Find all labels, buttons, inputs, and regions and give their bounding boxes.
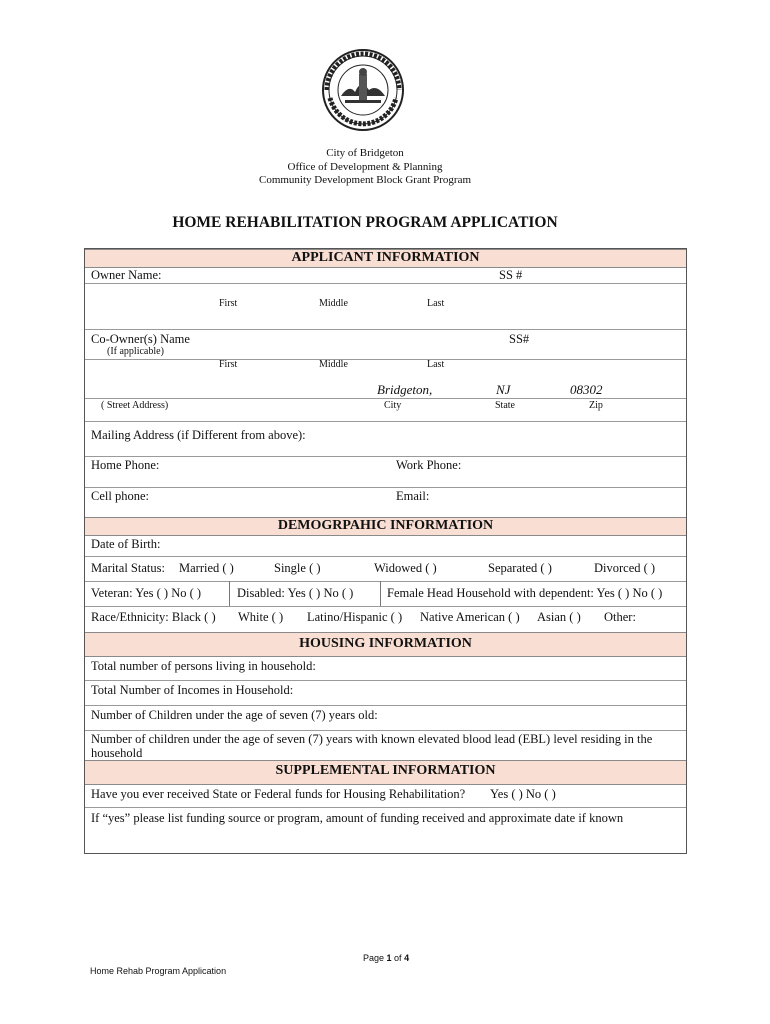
organization-header xyxy=(0,147,730,188)
section-header-applicant: APPLICANT INFORMATION xyxy=(85,249,686,268)
funding-source-instructions: If “yes” please list funding source or program, amount of funding received and approximate date if known xyxy=(91,811,624,825)
cell-phone-label: Cell phone: xyxy=(91,489,149,503)
coowner-first-caption: First xyxy=(219,359,238,370)
female-head-household-option: Female Head Household with dependent: Yes ( ) No ( ) xyxy=(387,586,663,600)
page-current: 1 xyxy=(386,953,392,963)
marital-separated-option: Separated ( ) xyxy=(488,561,552,575)
ss2-label: SS# xyxy=(509,332,530,346)
footer-document-name: Home Rehab Program Application xyxy=(90,966,227,976)
section-header-demographic: DEMOGRPAHIC INFORMATION xyxy=(85,517,686,536)
owner-name-label: Owner Name: xyxy=(91,268,162,282)
race-ethnicity-label: Race/Ethnicity: Black ( ) xyxy=(91,610,216,624)
state-caption: State xyxy=(495,400,515,411)
header-line-city: City of Bridgeton xyxy=(326,147,404,159)
coowner-name-label: Co-Owner(s) Name xyxy=(91,332,190,346)
city-seal-logo xyxy=(321,48,405,132)
marital-single-option: Single ( ) xyxy=(274,561,321,575)
children-under-seven-label: Number of Children under the age of seven (7) years old: xyxy=(91,708,378,722)
coowner-middle-caption: Middle xyxy=(319,359,348,370)
section-header-housing: HOUSING INFORMATION xyxy=(85,632,686,657)
race-white-option: White ( ) xyxy=(238,610,284,624)
mailing-address-label: Mailing Address (if Different from above): xyxy=(91,428,306,442)
state-federal-funds-answer: Yes ( ) No ( ) xyxy=(490,787,556,801)
household-persons-label: Total number of persons living in household: xyxy=(91,659,316,673)
state-value: NJ xyxy=(496,382,511,397)
email-label: Email: xyxy=(396,489,430,503)
page-number: Page 1 of 4 xyxy=(363,953,410,963)
marital-married-option: Married ( ) xyxy=(179,561,234,575)
application-form xyxy=(84,248,687,854)
header-line-office: Office of Development & Planning xyxy=(287,160,443,173)
ebl-children-label-line1: Number of children under the age of seven (7) years with known elevated blood lead (EBL) level residing in the xyxy=(91,732,653,746)
work-phone-label: Work Phone: xyxy=(396,458,462,472)
page-total: 4 xyxy=(404,953,410,963)
owner-last-caption: Last xyxy=(427,298,445,309)
household-incomes-label: Total Number of Incomes in Household: xyxy=(91,683,294,697)
home-phone-label: Home Phone: xyxy=(91,458,160,472)
ebl-children-label-line2: household xyxy=(91,746,143,760)
veteran-option: Veteran: Yes ( ) No ( ) xyxy=(91,586,202,600)
if-applicable-note: (If applicable) xyxy=(107,346,164,357)
disabled-option: Disabled: Yes ( ) No ( ) xyxy=(237,586,354,600)
document-title: HOME REHABILITATION PROGRAM APPLICATION xyxy=(172,214,558,231)
marital-widowed-option: Widowed ( ) xyxy=(374,561,437,575)
race-native-american-option: Native American ( ) xyxy=(420,610,520,624)
ss-label: SS # xyxy=(499,268,523,282)
race-latino-option: Latino/Hispanic ( ) xyxy=(307,610,403,624)
city-value: Bridgeton, xyxy=(377,382,433,397)
street-address-caption: ( Street Address) xyxy=(101,400,169,411)
marital-status-label: Marital Status: xyxy=(91,561,165,575)
zip-caption: Zip xyxy=(589,400,603,411)
state-federal-funds-question: Have you ever received State or Federal funds for Housing Rehabilitation? xyxy=(91,787,466,801)
date-of-birth-label: Date of Birth: xyxy=(91,537,161,551)
race-other-option: Other: xyxy=(604,610,636,624)
coowner-last-caption: Last xyxy=(427,359,445,370)
header-line-program: Community Development Block Grant Program xyxy=(258,174,472,186)
section-header-supplemental: SUPPLEMENTAL INFORMATION xyxy=(85,760,686,785)
city-caption: City xyxy=(384,400,402,411)
race-asian-option: Asian ( ) xyxy=(537,610,581,624)
marital-divorced-option: Divorced ( ) xyxy=(594,561,656,575)
owner-middle-caption: Middle xyxy=(319,298,348,309)
owner-first-caption: First xyxy=(219,298,238,309)
zip-value: 08302 xyxy=(570,382,603,397)
